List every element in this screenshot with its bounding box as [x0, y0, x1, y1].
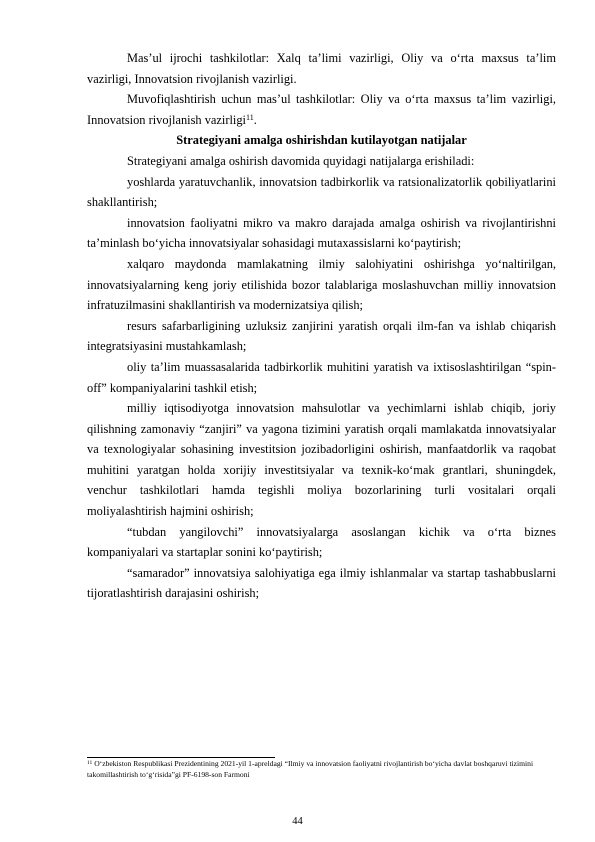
footnote — [87, 759, 556, 780]
result-item-1: yoshlarda yaratuvchanlik, innovatsion tadbirkorlik va ratsionalizatorlik qobiliyatlarini shakllantirish; — [87, 174, 556, 210]
result-item-5: oliy ta’lim muassasalarida tadbirkorlik muhitini yaratish va ixtisoslashtirilgan “spin-off” kompaniyalarini tashkil etish; — [87, 359, 556, 395]
result-item-2: innovatsion faoliyatni mikro va makro darajada amalga oshirish va rivojlantirishni ta’minlash bo‘yicha innovatsiyalar sohasidagi mutaxassislarni ko‘paytirish; — [87, 215, 556, 251]
coordinating-text: Muvofiqlashtirish uchun mas’ul tashkilotlar: Oliy va o‘rta maxsus ta’lim vazirligi, Innovatsion rivojlanish vazirligi — [87, 92, 556, 127]
result-item-4: resurs safarbarligining uzluksiz zanjirini yaratish orqali ilm-fan va ishlab chiqarish integratsiyasini mustahkamlash; — [87, 318, 556, 354]
result-item-6: milliy iqtisodiyotga innovatsion mahsulotlar va yechimlarni ishlab chiqib, joriy qilishning zamonaviy “zanjiri” va yagona tizimini yaratish orqali mamlakatda innovatsiyalar va texnologiyalar sohasining investitsion jozibadorligini oshirish, manfaatdorlik va raqobat muhitini yaratgan holda xorijiy investitsiyalar va texnik-ko‘mak grantlari, shuningdek, venchur tashkilotlari hamda tegishli moliya bozorlarining turli vositalari orqali moliyalashtirish hajmini oshirish; — [87, 401, 556, 519]
result-item-8: “samarador” innovatsiya salohiyatiga ega ilmiy ishlanmalar va startap tashabbuslarni tijoratlashtirish darajasini oshirish; — [87, 565, 556, 601]
page-number: 44 — [292, 816, 303, 827]
coordinating-end: . — [253, 112, 257, 127]
section-heading: Strategiyani amalga oshirishdan kutilayotgan natijalar — [176, 133, 467, 148]
footnote-text: O‘zbekiston Respublikasi Prezidentining 2021-yil 1-apreldagi “Ilmiy va innovatsion faoliyatni rivojlantirish bo‘yicha davlat boshqaruvi tizimini takomillashtirish to‘g‘risida”gi PF-6198-son Farmoni — [87, 759, 534, 779]
paragraph-responsible-executors: Mas’ul ijrochi tashkilotlar: Xalq ta’limi vazirligi, Oliy va o‘rta maxsus ta’lim vazirligi, Innovatsion rivojlanish vazirligi. — [87, 51, 556, 86]
body-text — [87, 48, 556, 604]
footnote-divider — [87, 757, 275, 758]
paragraph-coordinating-bodies — [87, 89, 556, 130]
result-item-7: “tubdan yangilovchi” innovatsiyalarga asoslangan kichik va o‘rta biznes kompaniyalari va startaplar sonini ko‘paytirish; — [87, 524, 556, 560]
footnote-reference[interactable]: 11 — [246, 112, 254, 122]
footnote-mark: 11 — [87, 760, 93, 766]
paragraph-intro: Strategiyani amalga oshirish davomida quyidagi natijalarga erishiladi: — [127, 153, 475, 168]
result-item-3: xalqaro maydonda mamlakatning ilmiy salohiyatini oshirishga yo‘naltirilgan, innovatsiyalarning keng joriy etilishida bozor talablariga moslashuvchan milliy innovatsion infratuzilmasini shakllantirish va modernizatsiya qilish; — [87, 256, 556, 313]
